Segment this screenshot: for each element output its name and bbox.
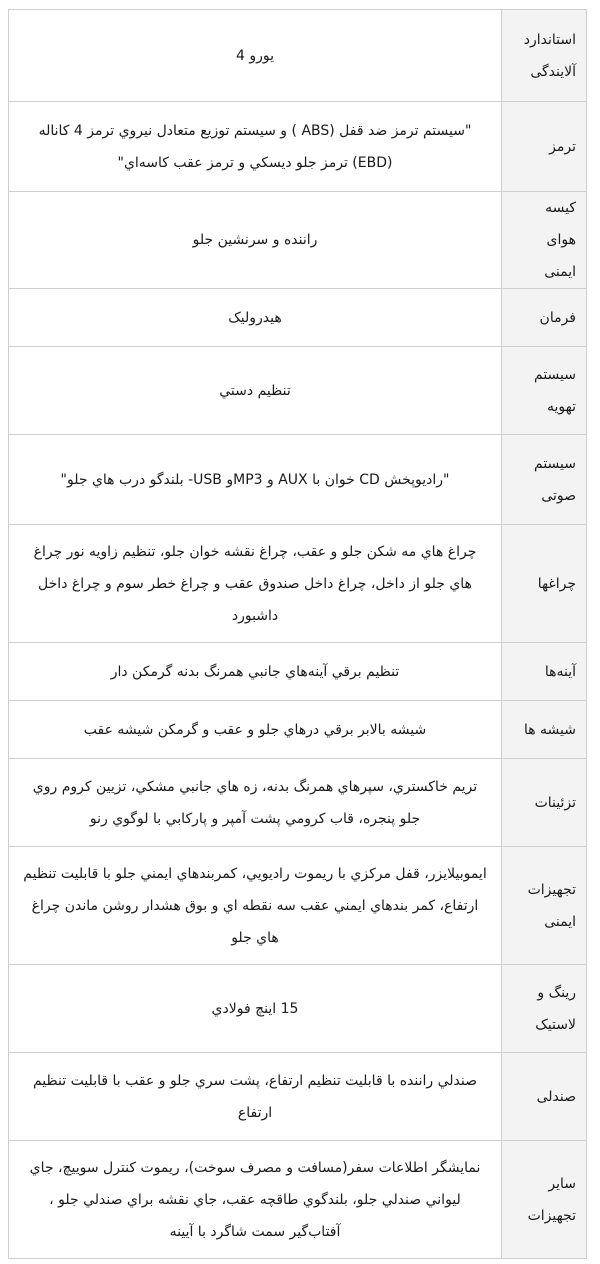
spec-row-audio	[9, 435, 587, 525]
spec-value: تنظيم برقي آينه‌هاي جانبي همرنگ بدنه گرمكن دار	[9, 643, 502, 701]
spec-row-emission	[9, 10, 587, 102]
spec-row-airbags	[9, 192, 587, 289]
spec-row-windows	[9, 701, 587, 759]
spec-label: ترمز	[502, 102, 587, 192]
spec-row-lights	[9, 525, 587, 643]
spec-label: سیستم تهویه	[502, 347, 587, 435]
spec-label: چراغها	[502, 525, 587, 643]
spec-value: صندلي راننده با قابليت تنظيم ارتفاع، پشت سري جلو و عقب با قابليت تنظيم ارتفاع	[9, 1053, 502, 1141]
spec-label: سایر تجهیزات	[502, 1141, 587, 1259]
spec-value: تريم خاكستري، سپرهاي همرنگ بدنه، زه هاي جانبي مشكي، تزيين كروم روي جلو پنجره، قاب كرومي پشت آمپر و پاركابي با لوگوي رنو	[9, 759, 502, 847]
spec-value: 15 اينچ فولادي	[9, 965, 502, 1053]
spec-label: تجهیزات ایمنی	[502, 847, 587, 965]
spec-row-trim	[9, 759, 587, 847]
spec-label: استاندارد آلایندگی	[502, 10, 587, 102]
spec-value: تنظيم دستي	[9, 347, 502, 435]
spec-value: "سيستم ترمز ضد قفل (ABS ) و سيستم توزيع متعادل نيروي ترمز 4 كاناله (EBD) ترمز جلو ديسكي و ترمز عقب كاسه‌اي"	[9, 102, 502, 192]
spec-row-safety	[9, 847, 587, 965]
spec-row-ventilation	[9, 347, 587, 435]
spec-value: يورو 4	[9, 10, 502, 102]
spec-label: تزئینات	[502, 759, 587, 847]
spec-row-other	[9, 1141, 587, 1259]
spec-row-steering	[9, 289, 587, 347]
spec-value: شيشه بالابر برقي درهاي جلو و عقب و گرمكن شيشه عقب	[9, 701, 502, 759]
spec-label: آینه‌ها	[502, 643, 587, 701]
spec-label: کیسه هوای ایمنی	[502, 192, 587, 289]
spec-row-mirrors	[9, 643, 587, 701]
spec-value: نمايشگر اطلاعات سفر(مسافت و مصرف سوخت)، ريموت كنترل سوييچ، جاي ليواني صندلي جلو، بلندگوي طاقچه عقب، جاي نقشه براي صندلي جلو ، آفتاب‌گير سمت شاگرد با آيينه	[9, 1141, 502, 1259]
spec-value: هيدروليک	[9, 289, 502, 347]
spec-row-seats	[9, 1053, 587, 1141]
spec-label: شیشه ها	[502, 701, 587, 759]
spec-row-wheels	[9, 965, 587, 1053]
spec-row-brakes	[9, 102, 587, 192]
spec-label: فرمان	[502, 289, 587, 347]
spec-table	[8, 9, 587, 1259]
spec-value: ايموبيلايزر، قفل مركزي با ريموت راديويي، كمربندهاي ايمني جلو با قابليت تنظيم ارتفاع، كمر بندهاي ايمني عقب سه نقطه اي و بوق هشدار روشن ماندن چراغ هاي جلو	[9, 847, 502, 965]
spec-label: سیستم صوتی	[502, 435, 587, 525]
spec-label: صندلی	[502, 1053, 587, 1141]
spec-value: چراغ هاي مه شكن جلو و عقب، چراغ نقشه خوان جلو، تنظيم زاويه نور چراغ هاي جلو از داخل، چراغ داخل صندوق عقب و چراغ خطر سوم و چراغ داخل داشبورد	[9, 525, 502, 643]
spec-value: راننده و سرنشين جلو	[9, 192, 502, 289]
spec-value: "راديوپخش CD خوان با AUX و MP3و USB- بلندگو درب هاي جلو"	[9, 435, 502, 525]
spec-label: رینگ و لاستیک	[502, 965, 587, 1053]
